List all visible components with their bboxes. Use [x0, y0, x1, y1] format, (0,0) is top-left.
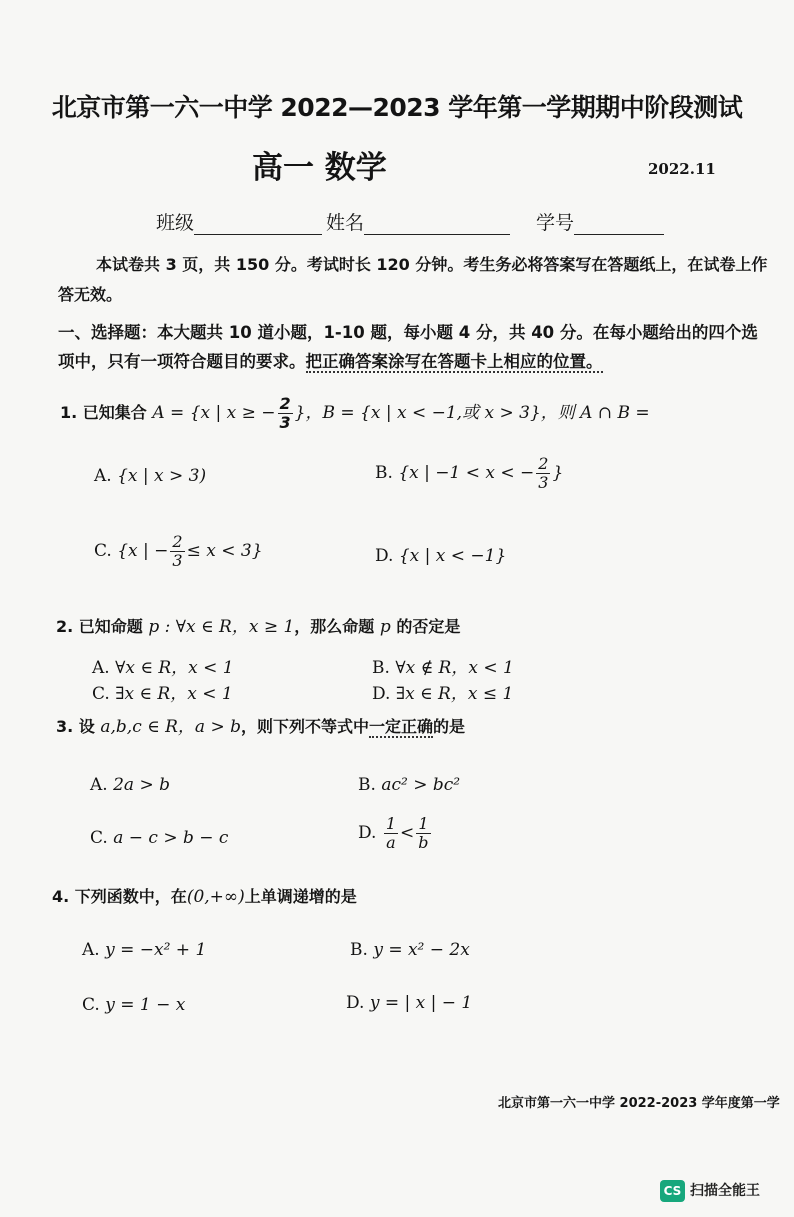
- set-b: ，B = {x | x < −1,或 x > 3}: [305, 403, 541, 423]
- student-id-blank: [574, 216, 664, 235]
- q2-option-a: A. ∀x ∈ R，x < 1: [92, 658, 234, 678]
- q3-option-c: C. a − c > b − c: [90, 828, 229, 848]
- exam-notice: 本试卷共 3 页，共 150 分。考试时长 120 分钟。考生务必将答案写在答题纸上，在试卷上作答无效。: [58, 255, 768, 304]
- fraction: $\frac{1}{b}$: [418, 814, 429, 852]
- class-field: [156, 208, 322, 235]
- student-id-field: [536, 208, 664, 235]
- exam-subject: 高一 数学: [252, 150, 387, 186]
- question-emphasis: 一定正确: [369, 717, 434, 736]
- scanner-watermark: [660, 1180, 760, 1204]
- question-number: 2.: [56, 617, 74, 636]
- q2-option-d: D. ∃x ∈ R，x ≤ 1: [372, 684, 514, 704]
- fraction: $\frac{2}{3}$: [279, 394, 291, 432]
- fraction: $\frac{2}{3}$: [538, 454, 549, 492]
- class-blank: [194, 216, 322, 235]
- question-2-stem: 2. 已知命题 p : ∀x ∈ R，x ≥ 1，那么命题 p 的否定是: [56, 617, 461, 637]
- proposition: p : ∀x ∈ R，x ≥ 1: [148, 617, 295, 637]
- camscanner-logo-icon: CS: [660, 1180, 685, 1202]
- q1-option-b: B. {x | −1 < x < − $\frac{2}{3}$ }: [375, 454, 564, 492]
- q1-option-c: C. {x | − $\frac{2}{3}$ ≤ x < 3}: [94, 532, 263, 570]
- set-a: A = {x | x ≥ −: [152, 403, 276, 423]
- q4-option-a: A. y = −x² + 1: [82, 940, 207, 960]
- q4-option-c: C. y = 1 − x: [82, 995, 186, 1015]
- section-heading-text: 一、选择题：本大题共 10 道小题，1-10 题，每小题 4 分，共 40 分。在每小题给出的四个选项中，只有一项符合题目的要求。: [58, 323, 758, 371]
- q4-option-d: D. y = | x | − 1: [346, 993, 473, 1013]
- fraction: $\frac{2}{3}$: [172, 532, 183, 570]
- q4-option-b: B. y = x² − 2x: [350, 940, 470, 960]
- name-label: 姓名: [326, 212, 365, 234]
- class-label: 班级: [156, 212, 195, 234]
- section-emphasis: 把正确答案涂写在答题卡上相应的位置。: [305, 352, 603, 371]
- exam-title: 北京市第一六一中学 2022—2023 学年第一学期期中阶段测试: [51, 93, 743, 122]
- q2-option-c: C. ∃x ∈ R，x < 1: [92, 684, 233, 704]
- q3-option-a: A. 2a > b: [90, 775, 170, 795]
- student-id-label: 学号: [536, 212, 575, 234]
- q3-option-d: D. $\frac{1}{a}$ < $\frac{1}{b}$: [358, 814, 429, 852]
- q1-option-d: D. {x | x < −1}: [375, 546, 507, 566]
- q2-option-b: B. ∀x ∉ R，x < 1: [372, 658, 514, 678]
- question-ask: ，则 A ∩ B =: [540, 403, 650, 423]
- q1-option-a: A. {x | x > 3): [94, 466, 207, 486]
- question-number: 1.: [60, 403, 78, 422]
- question-3-stem: 3. 设 a,b,c ∈ R，a > b，则下列不等式中一定正确的是: [56, 717, 466, 737]
- exam-date: 2022.11: [648, 160, 716, 178]
- name-blank: [364, 216, 510, 235]
- q3-option-b: B. ac² > bc²: [358, 775, 461, 795]
- question-number: 4.: [52, 887, 70, 906]
- question-text: 设: [78, 717, 101, 736]
- question-text: 已知集合: [82, 403, 153, 422]
- question-1-stem: 1. 已知集合 A = {x | x ≥ − $\frac{2}{3}$ }，B = {x | x < −1,或 x > 3}，则 A ∩ B =: [60, 394, 650, 432]
- watermark-text: 扫描全能王: [690, 1183, 760, 1199]
- question-text: 已知命题: [78, 617, 149, 636]
- question-4-stem: 4. 下列函数中，在(0,+∞)上单调递增的是: [52, 887, 357, 907]
- question-text: 下列函数中，在: [74, 887, 187, 906]
- name-field: [326, 208, 510, 235]
- question-number: 3.: [56, 717, 74, 736]
- fraction: $\frac{1}{a}$: [385, 814, 397, 852]
- page-footer: 北京市第一六一中学 2022-2023 学年度第一学: [498, 1096, 780, 1111]
- section-heading: [58, 318, 772, 376]
